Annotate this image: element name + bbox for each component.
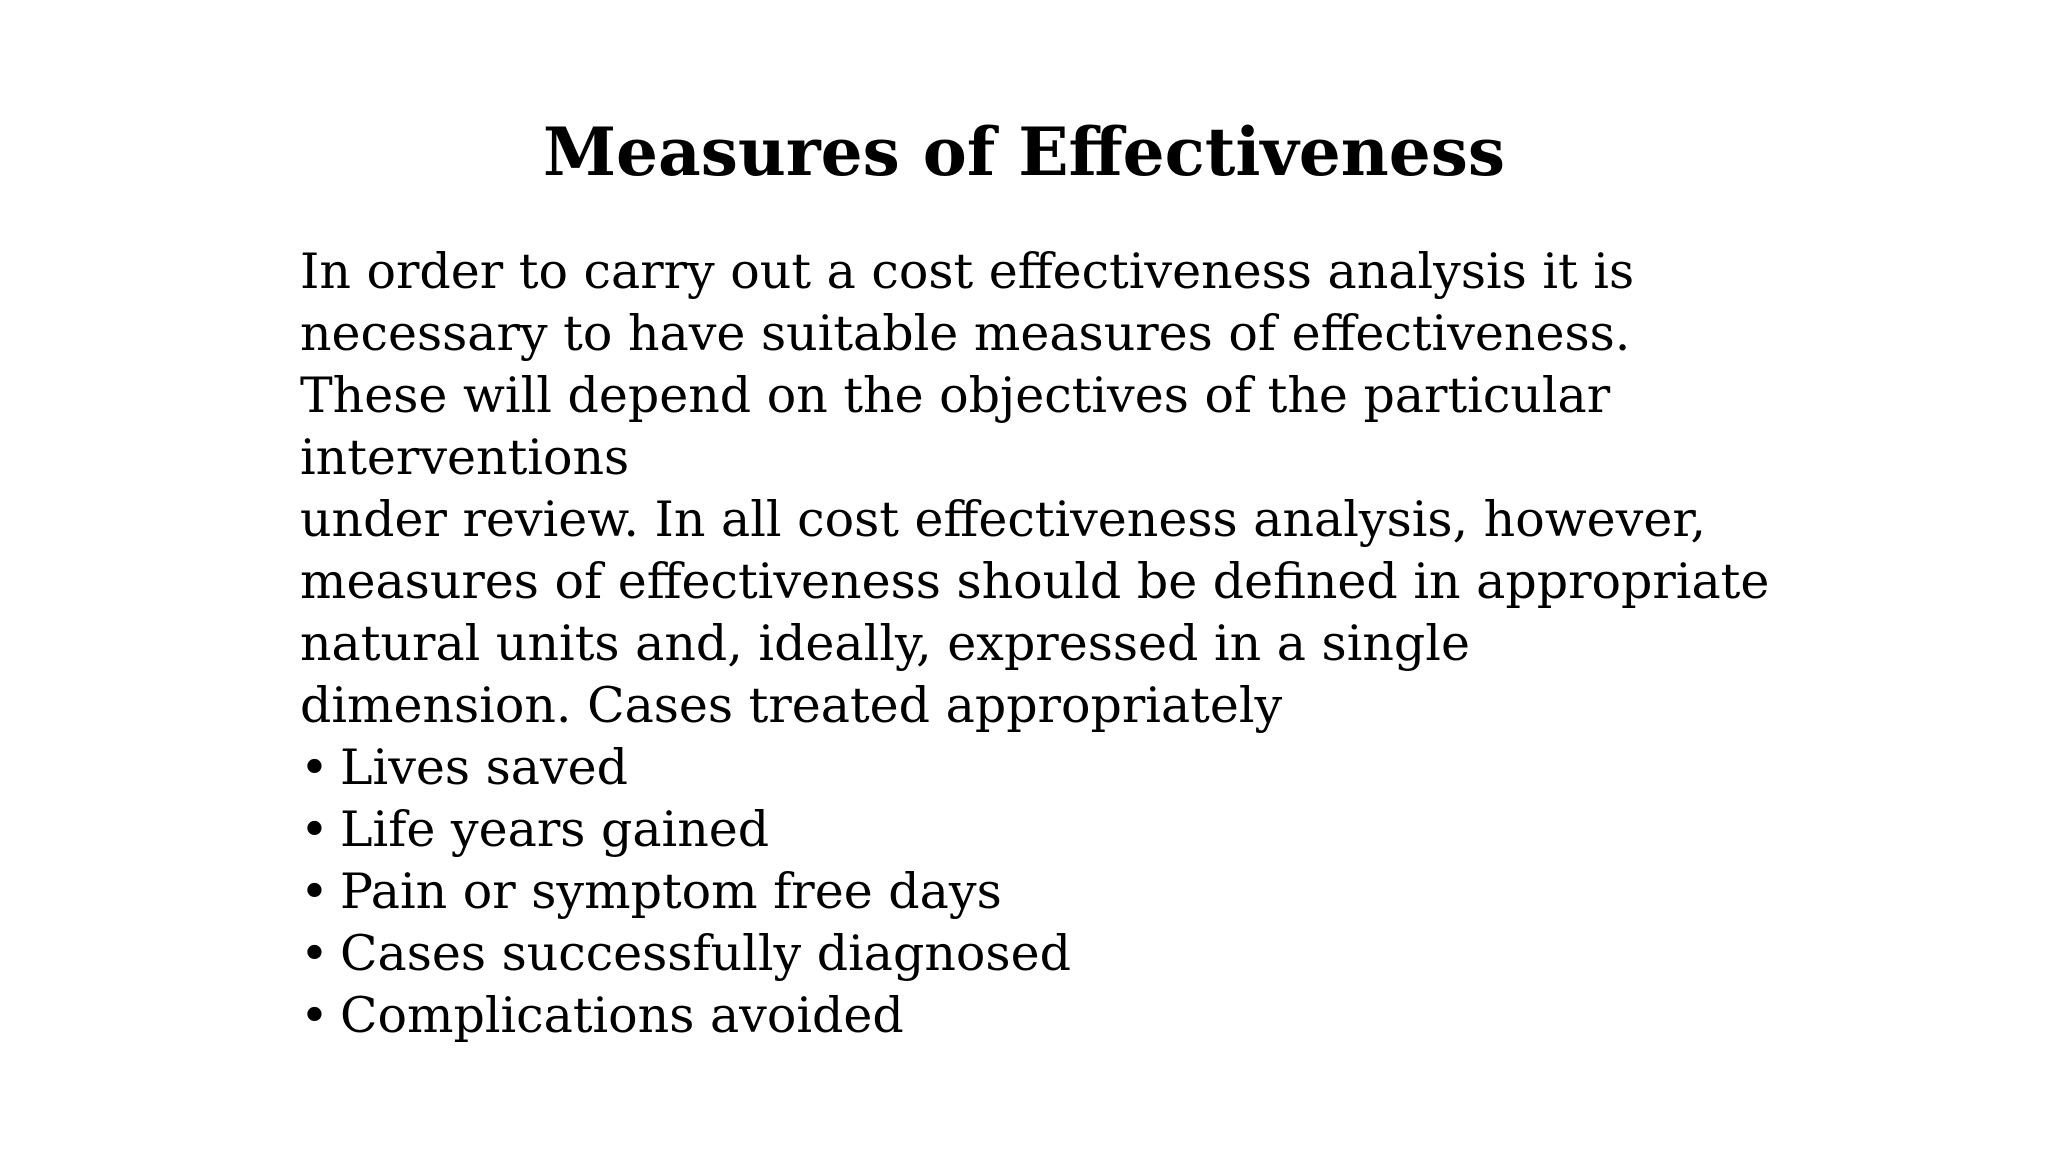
slide-title: Measures of Effectiveness xyxy=(542,113,1506,191)
paragraph-line: These will depend on the objectives of the particular xyxy=(300,367,1611,424)
paragraph-line: natural units and, ideally, expressed in a single xyxy=(300,615,1470,672)
slide-body xyxy=(300,241,1860,1047)
paragraph-line: dimension. Cases treated appropriately xyxy=(300,677,1283,734)
bullet-item xyxy=(300,923,1860,985)
bullet-list xyxy=(300,737,1860,1047)
bullet-text: Pain or symptom free days xyxy=(340,863,1002,920)
bullet-marker: • xyxy=(300,739,329,796)
bullet-item xyxy=(300,737,1860,799)
paragraph-line: In order to carry out a cost effectiveness analysis it is xyxy=(300,243,1635,300)
bullet-marker: • xyxy=(300,925,329,982)
bullet-item xyxy=(300,985,1860,1047)
bullet-marker: • xyxy=(300,863,329,920)
bullet-item xyxy=(300,799,1860,861)
bullet-text: Life years gained xyxy=(340,801,770,858)
bullet-text: Cases successfully diagnosed xyxy=(340,925,1071,982)
paragraph-line: necessary to have suitable measures of effectiveness. xyxy=(300,305,1631,362)
bullet-text: Complications avoided xyxy=(340,987,904,1044)
bullet-marker: • xyxy=(300,987,329,1044)
bullet-item xyxy=(300,861,1860,923)
body-paragraph xyxy=(300,241,1860,737)
bullet-marker: • xyxy=(300,801,329,858)
bullet-text: Lives saved xyxy=(340,739,629,796)
paragraph-line: under review. In all cost effectiveness analysis, however, xyxy=(300,491,1706,548)
paragraph-line: measures of effectiveness should be defined in appropriate xyxy=(300,553,1770,610)
paragraph-line: interventions xyxy=(300,429,630,486)
